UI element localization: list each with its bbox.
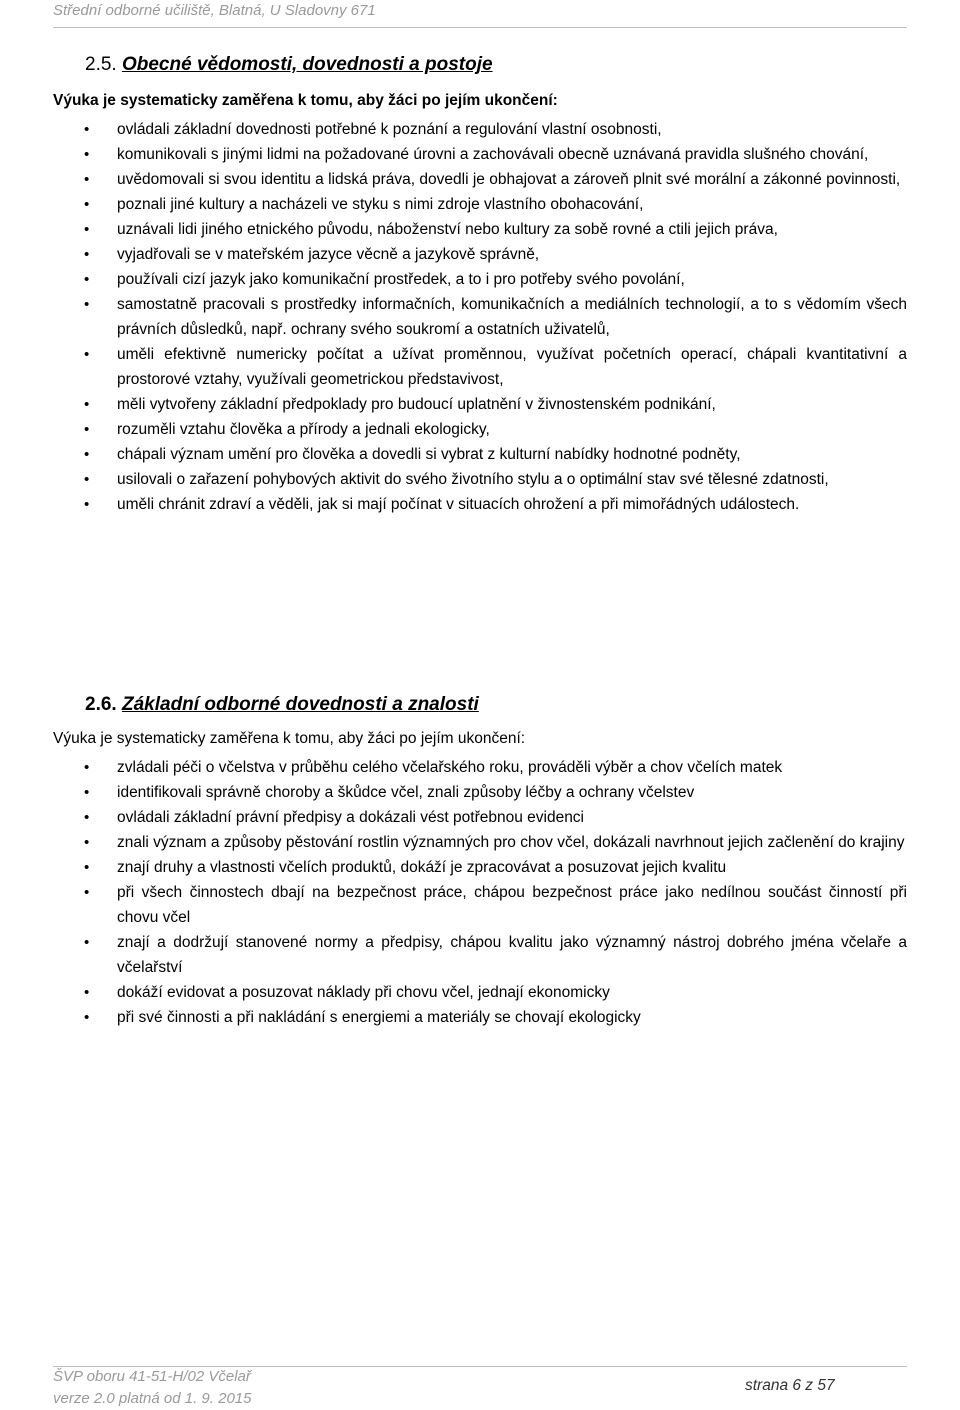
bullet-icon: • — [84, 396, 90, 413]
bullet-list — [53, 117, 907, 517]
list-item-text: uměli chránit zdraví a věděli, jak si mají počínat v situacích ohrožení a při mimořádných událostech. — [117, 496, 800, 513]
list-item — [53, 142, 907, 167]
bullet-icon: • — [84, 934, 90, 951]
bullet-icon: • — [84, 346, 90, 363]
list-item — [53, 467, 907, 492]
list-item — [53, 417, 907, 442]
bullet-icon: • — [84, 1009, 90, 1026]
list-item — [53, 392, 907, 417]
list-item — [53, 342, 907, 392]
bullet-icon: • — [84, 834, 90, 851]
page-header: Střední odborné učiliště, Blatná, U Sladovny 671 — [53, 2, 376, 19]
bullet-icon: • — [84, 246, 90, 263]
bullet-icon: • — [84, 421, 90, 438]
list-item-text: používali cizí jazyk jako komunikační prostředek, a to i pro potřeby svého povolání, — [117, 271, 685, 288]
list-item — [53, 242, 907, 267]
bullet-icon: • — [84, 471, 90, 488]
list-item — [53, 805, 907, 830]
list-item-text: komunikovali s jinými lidmi na požadované úrovni a zachovávali obecně uznávaná pravidla slušného chování, — [117, 146, 869, 163]
bullet-icon: • — [84, 146, 90, 163]
bullet-icon: • — [84, 271, 90, 288]
bullet-icon: • — [84, 884, 90, 901]
list-item-text: usilovali o zařazení pohybových aktivit do svého životního stylu a o optimální stav své tělesné zdatnosti, — [117, 471, 829, 488]
list-item-text: uznávali lidi jiného etnického původu, náboženství nebo kultury za sobě rovné a ctili jejich práva, — [117, 221, 778, 238]
list-item-text: uvědomovali si svou identitu a lidská práva, dovedli je obhajovat a zároveň plnit své morální a zákonné povinnosti, — [117, 171, 901, 188]
section-title — [85, 52, 907, 78]
section-number: 2.5. — [85, 54, 117, 75]
list-item — [53, 980, 907, 1005]
list-item-text: při své činnosti a při nakládání s energiemi a materiály se chovají ekologicky — [117, 1009, 641, 1026]
list-item — [53, 755, 907, 780]
bullet-icon: • — [84, 784, 90, 801]
list-item — [53, 217, 907, 242]
section-title-text: Obecné vědomosti, dovednosti a postoje — [121, 54, 493, 75]
list-item — [53, 930, 907, 980]
list-item-text: vyjadřovali se v mateřském jazyce věcně a jazykově správně, — [117, 246, 540, 263]
bullet-icon: • — [84, 759, 90, 776]
list-item — [53, 167, 907, 192]
section-general-knowledge — [53, 52, 907, 517]
list-item — [53, 1005, 907, 1030]
list-item-text: ovládali základní dovednosti potřebné k poznání a regulování vlastní osobnosti, — [117, 121, 662, 138]
bullet-icon: • — [84, 496, 90, 513]
list-item-text: znali význam a způsoby pěstování rostlin významných pro chov včel, dokázali navrhnout jejich začlenění do krajiny — [117, 834, 905, 851]
list-item — [53, 192, 907, 217]
bullet-icon: • — [84, 809, 90, 826]
list-item-text: chápali význam umění pro člověka a dovedli si vybrat z kulturní nabídky hodnotné podněty, — [117, 446, 741, 463]
footer-info — [53, 1366, 251, 1410]
list-item — [53, 780, 907, 805]
page-number: strana 6 z 57 — [745, 1377, 835, 1394]
bullet-icon: • — [84, 296, 90, 313]
section-professional-skills — [53, 692, 907, 1030]
list-item-text: při všech činnostech dbají na bezpečnost práce, chápou bezpečnost práce jako nedílnou součást činností při chovu včel — [117, 884, 907, 926]
section-intro: Výuka je systematicky zaměřena k tomu, aby žáci po jejím ukončení: — [53, 92, 558, 109]
list-item — [53, 830, 907, 855]
footer-version: verze 2.0 platná od 1. 9. 2015 — [53, 1390, 252, 1407]
bullet-icon: • — [84, 446, 90, 463]
list-item-text: měli vytvořeny základní předpoklady pro budoucí uplatnění v živnostenském podnikání, — [117, 396, 716, 413]
list-item-text: uměli efektivně numericky počítat a užívat proměnnou, využívat početních operací, chápali kvantitativní a prostorové vztahy, využívali geometrickou představivost, — [117, 346, 907, 388]
bullet-icon: • — [84, 171, 90, 188]
list-item-text: ovládali základní právní předpisy a dokázali vést potřebnou evidenci — [117, 809, 585, 826]
list-item-text: zvládali péči o včelstva v průběhu celého včelařského roku, prováděli výběr a chov včelích matek — [117, 759, 783, 776]
list-item — [53, 292, 907, 342]
header-divider — [53, 27, 907, 28]
footer-program: ŠVP oboru 41-51-H/02 Včelař — [53, 1368, 251, 1385]
list-item — [53, 117, 907, 142]
list-item-text: poznali jiné kultury a nacházeli ve styku s nimi zdroje vlastního obohacování, — [117, 196, 644, 213]
bullet-icon: • — [84, 984, 90, 1001]
list-item — [53, 880, 907, 930]
list-item — [53, 442, 907, 467]
bullet-icon: • — [84, 221, 90, 238]
list-item-text: identifikovali správně choroby a škůdce včel, znali způsoby léčby a ochrany včelstev — [117, 784, 695, 801]
list-item-text: znají druhy a vlastnosti včelích produktů, dokáží je zpracovávat a posuzovat jejich kvalitu — [117, 859, 727, 876]
section-title-text: Základní odborné dovednosti a znalosti — [121, 694, 479, 715]
section-intro: Výuka je systematicky zaměřena k tomu, aby žáci po jejím ukončení: — [53, 730, 526, 747]
section-title — [85, 692, 907, 718]
list-item — [53, 267, 907, 292]
list-item — [53, 492, 907, 517]
bullet-icon: • — [84, 859, 90, 876]
bullet-icon: • — [84, 196, 90, 213]
list-item-text: znají a dodržují stanovené normy a předpisy, chápou kvalitu jako významný nástroj dobrého jména včelaře a včelařství — [117, 934, 907, 976]
list-item-text: samostatně pracovali s prostředky informačních, komunikačních a mediálních technologií, a to s vědomím všech právních důsledků, např. ochrany svého soukromí a ostatních uživatelů, — [117, 296, 907, 338]
list-item-text: rozuměli vztahu člověka a přírody a jednali ekologicky, — [117, 421, 490, 438]
section-number: 2.6. — [85, 694, 117, 715]
bullet-list — [53, 755, 907, 1030]
bullet-icon: • — [84, 121, 90, 138]
list-item-text: dokáží evidovat a posuzovat náklady při chovu včel, jednají ekonomicky — [117, 984, 610, 1001]
list-item — [53, 855, 907, 880]
